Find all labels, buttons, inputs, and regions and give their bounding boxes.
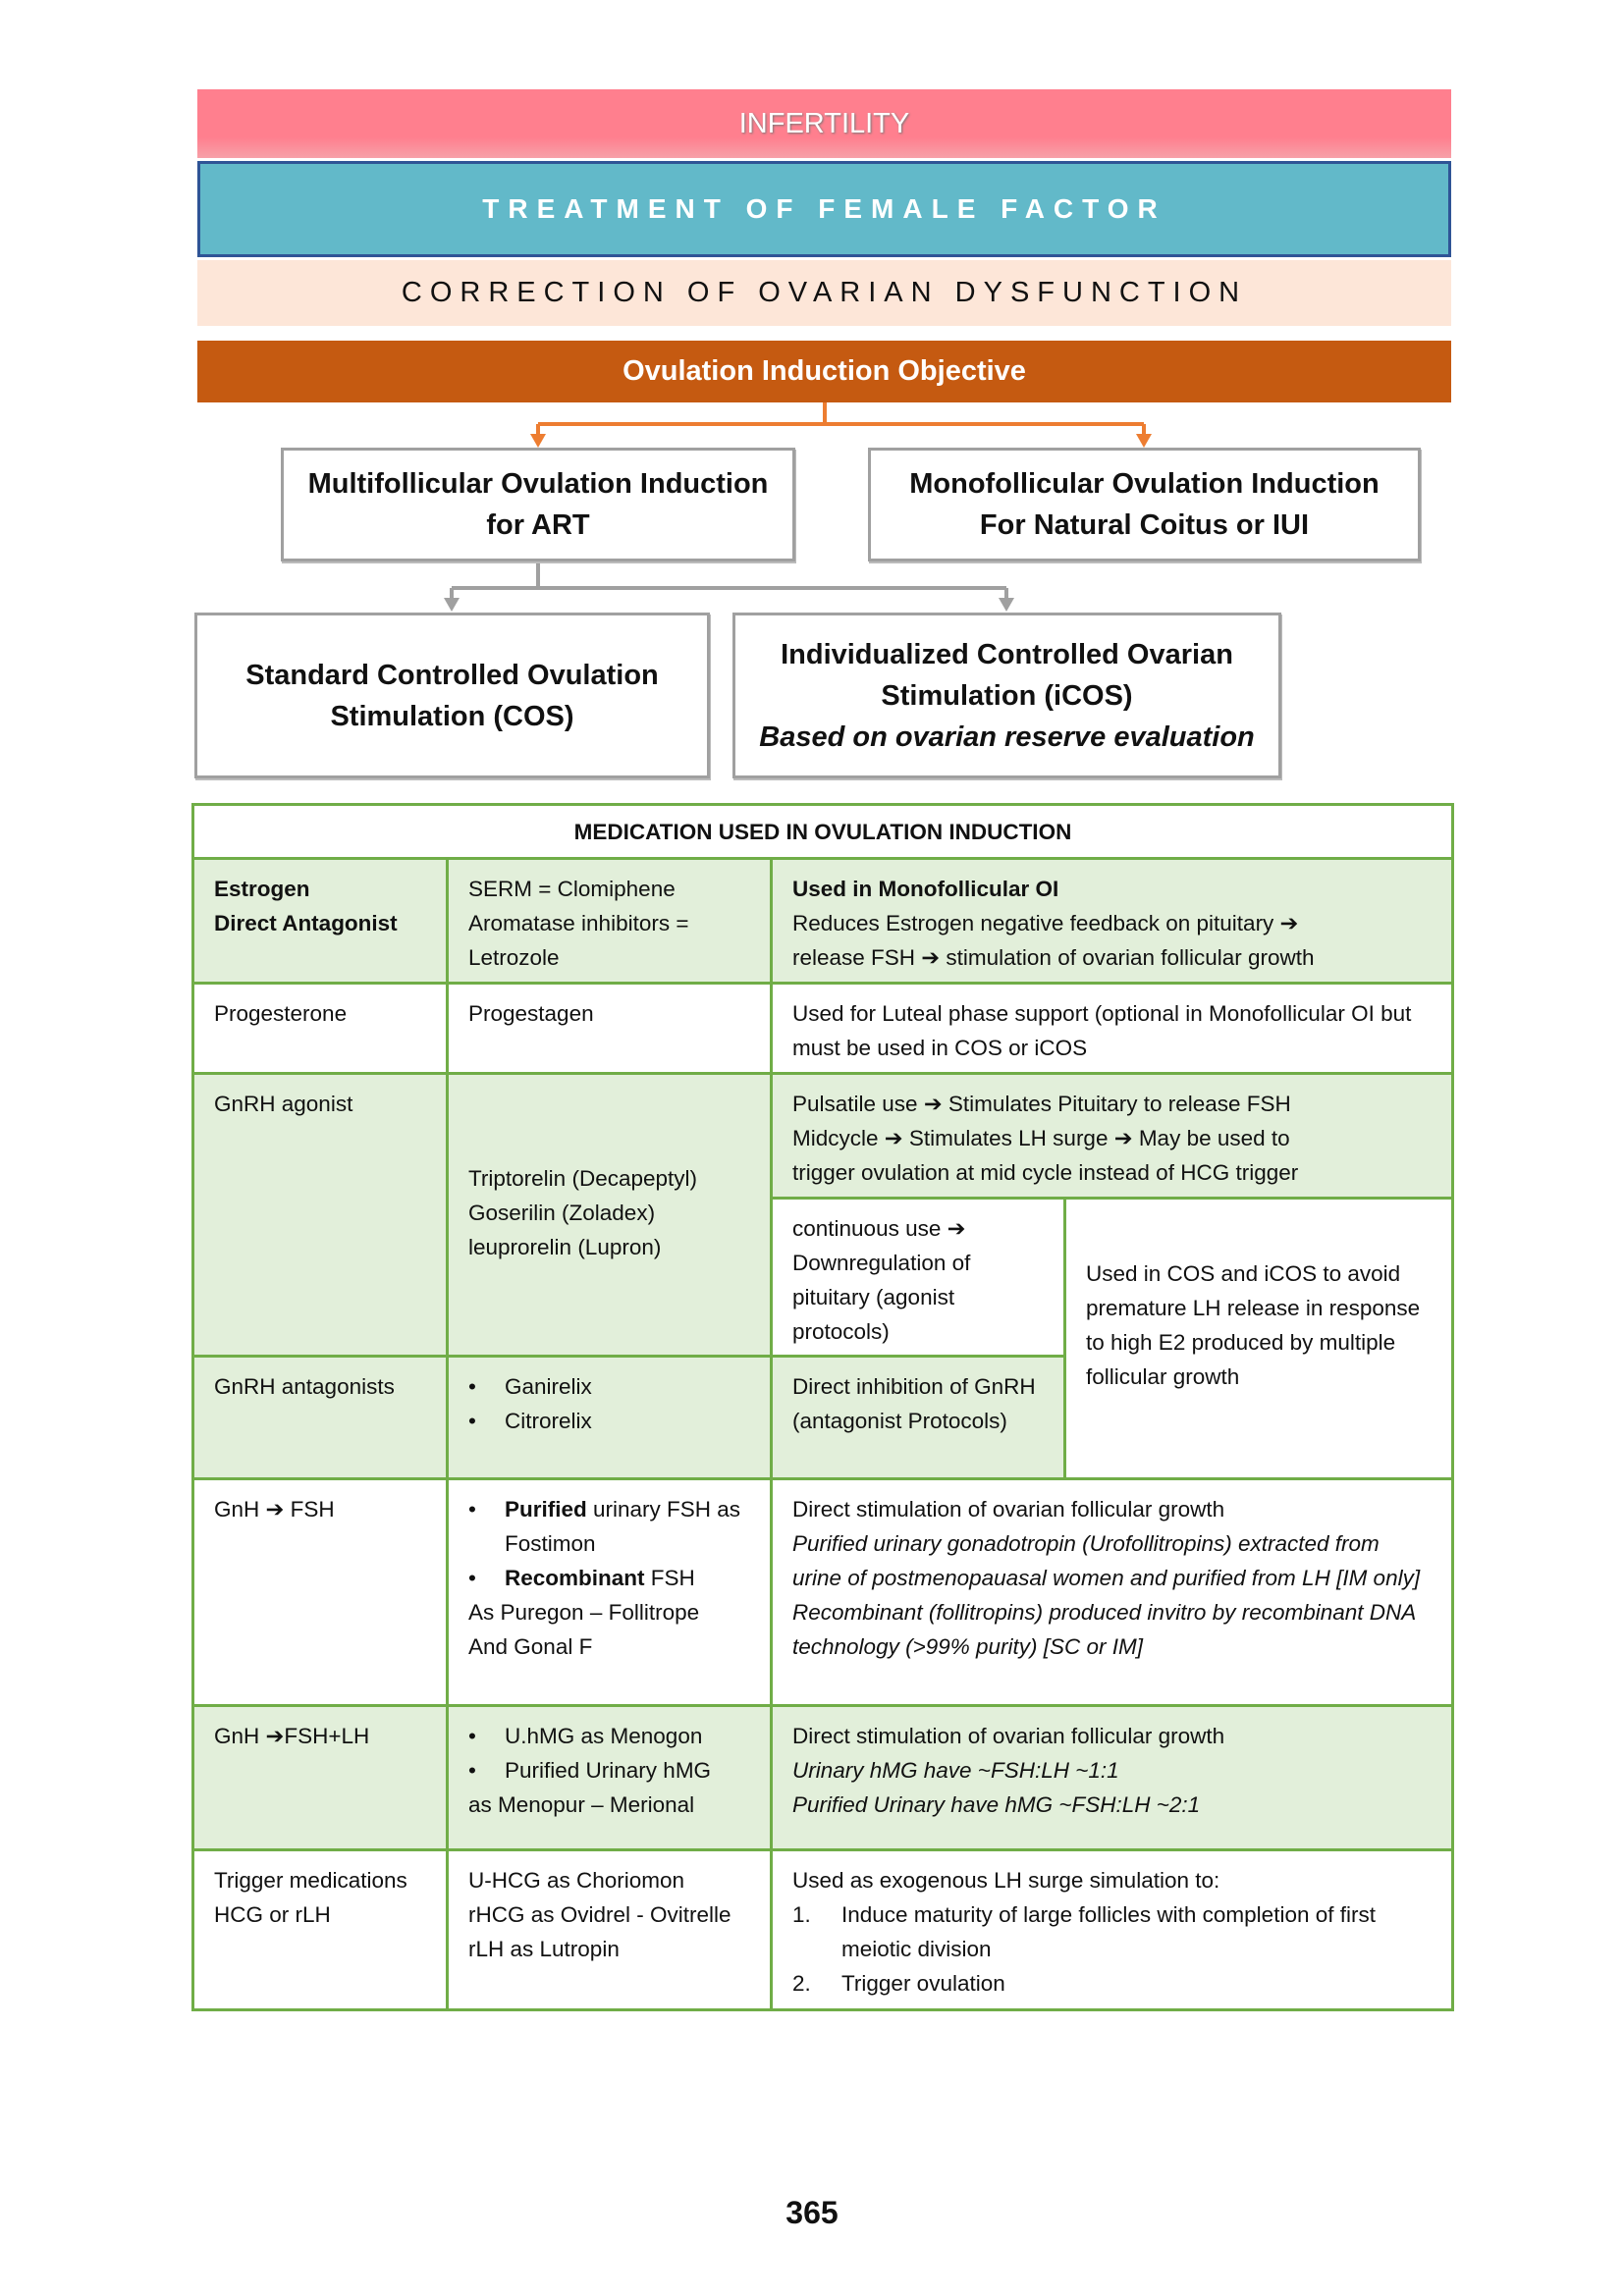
cell-text: Estrogen — [214, 877, 310, 901]
list-number: 1. — [792, 1902, 811, 1927]
banner-title: INFERTILITY — [738, 107, 910, 139]
bold-text: Recombinant — [505, 1566, 645, 1590]
cell-text: As Puregon – Follitrope — [468, 1600, 700, 1625]
table-cell — [449, 1851, 770, 2008]
cell-text: rLH as Lutropin — [468, 1937, 620, 1961]
icos-box — [732, 613, 1281, 778]
cell-text: trigger ovulation at mid cycle instead of HCG trigger — [792, 1160, 1299, 1185]
table-cell: Progesterone — [194, 985, 446, 1072]
table-cell — [773, 1851, 1451, 2008]
cell-text: Pulsatile use ➔ Stimulates Pituitary to release FSH — [792, 1092, 1291, 1116]
box-line: For Natural Coitus or IUI — [979, 509, 1310, 541]
cell-text: Induce maturity of large follicles with completion of first meiotic division — [841, 1902, 1376, 1961]
section-title: CORRECTION OF OVARIAN DYSFUNCTION — [401, 277, 1248, 308]
list-item: • U.hMG as Menogon — [468, 1719, 750, 1753]
cell-text: leuprorelin (Lupron) — [468, 1235, 662, 1259]
cell-text: Aromatase inhibitors = — [468, 911, 689, 935]
table-cell: GnH ➔FSH+LH — [194, 1707, 446, 1848]
table-cell — [449, 860, 770, 982]
table-cell: Progestagen — [449, 985, 770, 1072]
cell-text: FSH — [644, 1566, 695, 1590]
table-cell — [1066, 1200, 1451, 1477]
table-cell: Used for Luteal phase support (optional in Monofollicular OI but must be used in COS or iCOS — [773, 985, 1451, 1072]
cell-text: Direct stimulation of ovarian follicular growth — [792, 1497, 1225, 1522]
cell-text: Reduces Estrogen negative feedback on pituitary ➔ — [792, 911, 1299, 935]
cell-text: Purified urinary gonadotropin (Urofollitropins) extracted from urine of postmenopauasal women and purified from LH [IM only] — [792, 1531, 1421, 1590]
table-cell: continuous use ➔ Downregulation of pituitary (agonist protocols) — [773, 1200, 1063, 1355]
cell-text: rHCG as Ovidrel - Ovitrelle — [468, 1902, 731, 1927]
table-cell: GnH ➔ FSH — [194, 1480, 446, 1704]
table-cell — [773, 860, 1451, 982]
box-line: Individualized Controlled Ovarian — [781, 638, 1233, 670]
table-title: MEDICATION USED IN OVULATION INDUCTION — [194, 806, 1451, 857]
cell-text: Used in COS and iCOS to avoid premature LH release in response to high E2 produced by multiple follicular growth — [1086, 1260, 1421, 1389]
cell-text: U-HCG as Choriomon — [468, 1868, 685, 1893]
table-cell: GnRH antagonists — [194, 1358, 446, 1477]
box-line-italic: Based on ovarian reserve evaluation — [759, 721, 1255, 753]
list-number: 2. — [792, 1971, 811, 1996]
cell-text: as Menopur – Merional — [468, 1792, 695, 1817]
cell-text: Used in Monofollicular OI — [792, 877, 1059, 901]
cell-text: And Gonal F — [468, 1634, 593, 1659]
cell-text: Direct stimulation of ovarian follicular growth — [792, 1724, 1225, 1748]
table-cell — [194, 860, 446, 982]
table-cell: Direct inhibition of GnRH (antagonist Protocols) — [773, 1358, 1063, 1477]
box-line: Multifollicular Ovulation Induction — [307, 468, 769, 500]
table-cell: GnRH agonist — [194, 1075, 446, 1355]
list-item — [792, 1897, 1432, 1966]
list-item: • Ganirelix — [468, 1369, 750, 1404]
box-line: Standard Controlled Ovulation — [245, 659, 659, 691]
cell-text: Recombinant (follitropins) produced invitro by recombinant DNA technology (>99% purity) [SC or IM] — [792, 1600, 1416, 1659]
table-cell — [773, 1480, 1451, 1704]
box-line: Stimulation (iCOS) — [881, 679, 1133, 712]
cell-text: urinary FSH as Fostimon — [505, 1497, 741, 1556]
bold-text: Purified — [505, 1497, 587, 1522]
monofollicular-box — [868, 448, 1421, 561]
box-line: Monofollicular Ovulation Induction — [909, 468, 1380, 500]
medication-table — [191, 803, 1454, 2011]
multifollicular-box — [281, 448, 795, 561]
table-cell — [449, 1075, 770, 1355]
cell-text: Urinary hMG have ~FSH:LH ~1:1 — [792, 1758, 1119, 1783]
box-line: for ART — [486, 509, 590, 541]
cell-text: Direct Antagonist — [214, 911, 398, 935]
cell-text: Trigger ovulation — [841, 1971, 1005, 1996]
list-item — [468, 1492, 750, 1561]
cell-text: SERM = Clomiphene — [468, 877, 676, 901]
cell-text: Used as exogenous LH surge simulation to: — [792, 1868, 1220, 1893]
table-cell — [773, 1707, 1451, 1848]
list-item: • Purified Urinary hMG — [468, 1753, 750, 1788]
cos-box — [194, 613, 710, 778]
cell-text: Goserilin (Zoladex) — [468, 1201, 656, 1225]
table-cell — [449, 1707, 770, 1848]
cell-text: Letrozole — [468, 945, 560, 970]
objective-title: Ovulation Induction Objective — [623, 355, 1026, 387]
list-item — [468, 1561, 750, 1595]
table-cell — [773, 1075, 1451, 1197]
page-number: 365 — [785, 2195, 839, 2230]
cell-text: release FSH ➔ stimulation of ovarian follicular growth — [792, 945, 1315, 970]
table-cell: Trigger medications HCG or rLH — [194, 1851, 446, 2008]
table-cell — [449, 1358, 770, 1477]
list-item: • Citrorelix — [468, 1404, 750, 1438]
cell-text: Midcycle ➔ Stimulates LH surge ➔ May be used to — [792, 1126, 1290, 1150]
banner-subtitle: TREATMENT OF FEMALE FACTOR — [482, 193, 1166, 224]
list-item — [792, 1966, 1432, 2001]
box-line: Stimulation (COS) — [330, 700, 574, 732]
cell-text: Purified Urinary have hMG ~FSH:LH ~2:1 — [792, 1792, 1201, 1817]
cell-text: Triptorelin (Decapeptyl) — [468, 1166, 697, 1191]
table-cell — [449, 1480, 770, 1704]
